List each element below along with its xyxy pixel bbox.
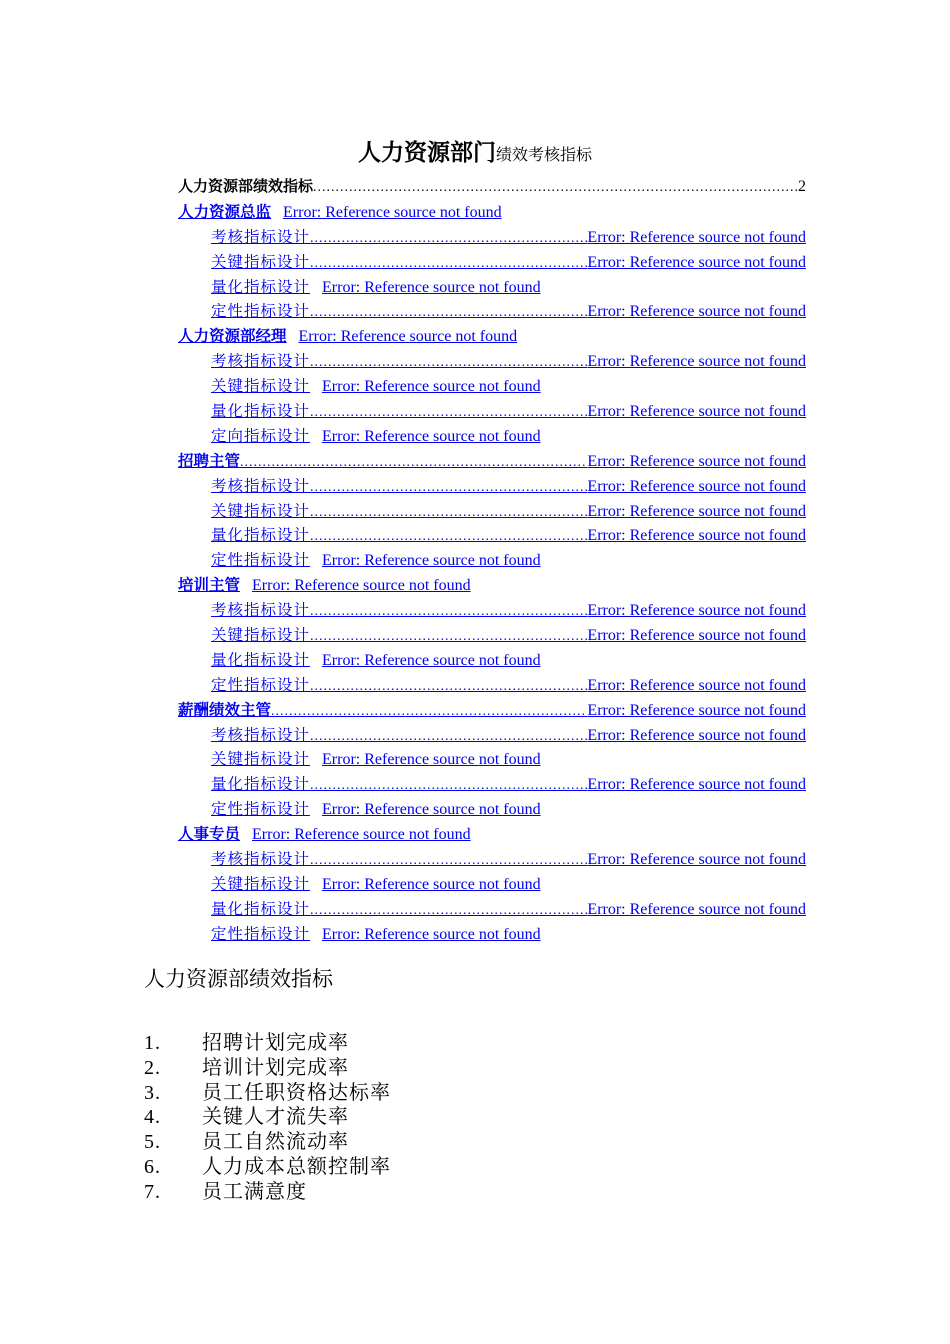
toc-link-label[interactable]: 培训主管 <box>178 576 241 595</box>
toc-page-ref[interactable]: Error: Reference source not found <box>322 651 541 669</box>
toc-subentry[interactable] <box>178 673 806 698</box>
toc-subentry[interactable] <box>178 474 806 499</box>
toc-leader <box>310 480 587 496</box>
kpi-text: 人力成本总额控制率 <box>202 1153 391 1178</box>
toc-subentry[interactable] <box>178 648 806 673</box>
toc-subentry[interactable] <box>178 872 806 897</box>
kpi-number: 3. <box>144 1081 161 1104</box>
toc-page-ref[interactable]: Error: Reference source not found <box>587 527 806 545</box>
toc-page-ref[interactable]: Error: Reference source not found <box>587 602 806 620</box>
toc-page-ref[interactable]: Error: Reference source not found <box>587 403 806 421</box>
kpi-number: 1. <box>144 1032 161 1054</box>
kpi-text: 关键人才流失率 <box>202 1104 349 1129</box>
toc-page-ref[interactable]: Error: Reference source not found <box>587 502 806 520</box>
toc-section-3[interactable] <box>178 449 806 474</box>
toc-subentry[interactable] <box>178 623 806 648</box>
toc-link-label[interactable]: 量化指标设计 <box>211 402 311 421</box>
toc-page-ref[interactable]: Error: Reference source not found <box>587 253 806 271</box>
toc-page-ref[interactable]: Error: Reference source not found <box>587 851 806 869</box>
kpi-text: 员工自然流动率 <box>202 1129 349 1154</box>
toc-leader <box>310 355 587 371</box>
toc-link-label[interactable]: 人力资源总监 <box>178 202 272 221</box>
kpi-number: 2. <box>144 1056 161 1079</box>
toc-page-ref[interactable]: Error: Reference source not found <box>252 826 471 844</box>
toc-label[interactable]: 人力资源部绩效指标 <box>178 177 314 195</box>
toc-subentry[interactable] <box>178 922 806 947</box>
toc-page-ref[interactable]: Error: Reference source not found <box>252 577 471 595</box>
toc-leader <box>310 231 587 247</box>
toc-subentry[interactable] <box>178 299 806 324</box>
toc-subentry[interactable] <box>178 723 806 748</box>
kpi-number: 5. <box>144 1131 161 1154</box>
toc-link-label[interactable]: 考核指标设计 <box>211 601 311 620</box>
toc-section-1[interactable] <box>178 200 806 225</box>
toc-section-4[interactable] <box>178 573 806 598</box>
toc-link-label[interactable]: 定性指标设计 <box>211 800 311 819</box>
toc-link-label[interactable]: 薪酬绩效主管 <box>178 700 272 719</box>
kpi-number: 7. <box>144 1180 161 1203</box>
toc-page-ref[interactable]: Error: Reference source not found <box>322 925 541 943</box>
toc-link-label[interactable]: 定性指标设计 <box>211 924 311 943</box>
title-sub: 绩效考核指标 <box>495 145 592 164</box>
toc-link-label[interactable]: 量化指标设计 <box>211 277 311 296</box>
toc-page-ref[interactable]: Error: Reference source not found <box>322 378 541 396</box>
toc-link-label[interactable]: 定性指标设计 <box>211 551 311 570</box>
toc-subentry[interactable] <box>178 499 806 524</box>
toc-page-ref[interactable]: Error: Reference source not found <box>322 552 541 570</box>
document-title <box>0 134 950 167</box>
toc-link-label[interactable]: 关键指标设计 <box>211 377 311 396</box>
toc-link-label[interactable]: 关键指标设计 <box>211 626 311 645</box>
toc-page-ref[interactable]: Error: Reference source not found <box>587 452 806 470</box>
kpi-text: 员工满意度 <box>202 1178 307 1203</box>
toc-page-ref[interactable]: Error: Reference source not found <box>587 228 806 246</box>
toc-leader <box>310 853 587 869</box>
toc-link-label[interactable]: 人事专员 <box>178 825 241 844</box>
toc-page-ref[interactable]: Error: Reference source not found <box>587 676 806 694</box>
toc-link-label[interactable]: 考核指标设计 <box>211 227 311 246</box>
toc-subentry[interactable] <box>178 275 806 300</box>
toc-page-ref[interactable]: Error: Reference source not found <box>587 353 806 371</box>
toc-link-label[interactable]: 关键指标设计 <box>211 750 311 769</box>
toc-page-ref[interactable]: Error: Reference source not found <box>587 900 806 918</box>
toc-leader <box>271 704 587 720</box>
toc-subentry[interactable] <box>178 598 806 623</box>
toc-link-label[interactable]: 量化指标设计 <box>211 650 311 669</box>
toc-leader <box>310 629 587 645</box>
toc-subentry[interactable] <box>178 847 806 872</box>
toc-leader <box>310 529 587 545</box>
toc-leader <box>310 729 587 745</box>
toc-leader <box>310 256 587 272</box>
toc-link-label[interactable]: 考核指标设计 <box>211 352 311 371</box>
table-of-contents <box>178 175 806 947</box>
toc-link-label[interactable]: 人力资源部经理 <box>178 327 287 346</box>
toc-link-label[interactable]: 量化指标设计 <box>211 775 311 794</box>
toc-subentry[interactable] <box>178 523 806 548</box>
toc-page-ref[interactable]: Error: Reference source not found <box>587 701 806 719</box>
toc-link-label[interactable]: 招聘主管 <box>178 451 241 470</box>
toc-subentry[interactable] <box>178 797 806 822</box>
kpi-text: 招聘计划完成率 <box>202 1030 349 1054</box>
kpi-text: 培训计划完成率 <box>202 1054 349 1079</box>
toc-leader <box>310 405 587 421</box>
toc-link-label[interactable]: 定向指标设计 <box>211 426 311 445</box>
toc-leader <box>310 305 587 321</box>
toc-page-ref[interactable]: Error: Reference source not found <box>587 776 806 794</box>
toc-link-label[interactable]: 关键指标设计 <box>211 501 311 520</box>
toc-subentry[interactable] <box>178 747 806 772</box>
toc-subentry[interactable] <box>178 225 806 250</box>
toc-page-ref[interactable]: Error: Reference source not found <box>587 627 806 645</box>
toc-page-ref[interactable]: Error: Reference source not found <box>322 751 541 769</box>
toc-link-label[interactable]: 定性指标设计 <box>211 302 311 321</box>
toc-subentry[interactable] <box>178 250 806 275</box>
toc-section-5[interactable] <box>178 698 806 723</box>
toc-leader <box>310 903 587 919</box>
toc-subentry[interactable] <box>178 772 806 797</box>
toc-leader <box>310 505 587 521</box>
toc-page-ref[interactable]: Error: Reference source not found <box>322 278 541 296</box>
toc-leader <box>310 604 587 620</box>
toc-page-ref[interactable]: Error: Reference source not found <box>298 328 518 346</box>
toc-link-label[interactable]: 量化指标设计 <box>211 526 311 545</box>
toc-link-label[interactable]: 关键指标设计 <box>211 874 311 893</box>
toc-link-label[interactable]: 考核指标设计 <box>211 725 311 744</box>
toc-page-ref[interactable]: Error: Reference source not found <box>322 427 541 445</box>
toc-leader <box>310 778 587 794</box>
toc-page-ref[interactable]: Error: Reference source not found <box>587 726 806 744</box>
toc-section-2[interactable] <box>178 324 806 349</box>
toc-link-label[interactable]: 考核指标设计 <box>211 850 311 869</box>
toc-subentry[interactable] <box>178 424 806 449</box>
toc-section-6[interactable] <box>178 822 806 847</box>
kpi-text: 员工任职资格达标率 <box>202 1079 391 1104</box>
title-main: 人力资源部门 <box>357 140 496 166</box>
toc-page-ref[interactable]: Error: Reference source not found <box>587 477 806 495</box>
toc-page-ref[interactable]: Error: Reference source not found <box>587 303 806 321</box>
toc-leader <box>240 455 587 471</box>
toc-sections <box>178 200 806 947</box>
kpi-number: 4. <box>144 1106 161 1129</box>
toc-subentry[interactable] <box>178 399 806 424</box>
toc-page-ref[interactable]: Error: Reference source not found <box>283 203 502 221</box>
toc-entry-top[interactable] <box>178 175 806 200</box>
toc-link-label[interactable]: 定性指标设计 <box>211 675 311 694</box>
kpi-list <box>144 1026 391 1203</box>
toc-subentry[interactable] <box>178 374 806 399</box>
section-heading: 人力资源部绩效指标 <box>144 967 333 991</box>
kpi-number: 6. <box>144 1155 161 1178</box>
toc-link-label[interactable]: 考核指标设计 <box>211 476 311 495</box>
toc-page-ref[interactable]: Error: Reference source not found <box>322 801 541 819</box>
toc-page-number[interactable]: 2 <box>798 178 806 195</box>
toc-subentry[interactable] <box>178 349 806 374</box>
kpi-list-item <box>144 1026 391 1054</box>
toc-leader <box>313 180 798 196</box>
toc-link-label[interactable]: 关键指标设计 <box>211 252 311 271</box>
toc-link-label[interactable]: 量化指标设计 <box>211 899 311 918</box>
toc-subentry[interactable] <box>178 897 806 922</box>
toc-page-ref[interactable]: Error: Reference source not found <box>322 875 541 893</box>
toc-leader <box>310 679 587 695</box>
toc-subentry[interactable] <box>178 548 806 573</box>
